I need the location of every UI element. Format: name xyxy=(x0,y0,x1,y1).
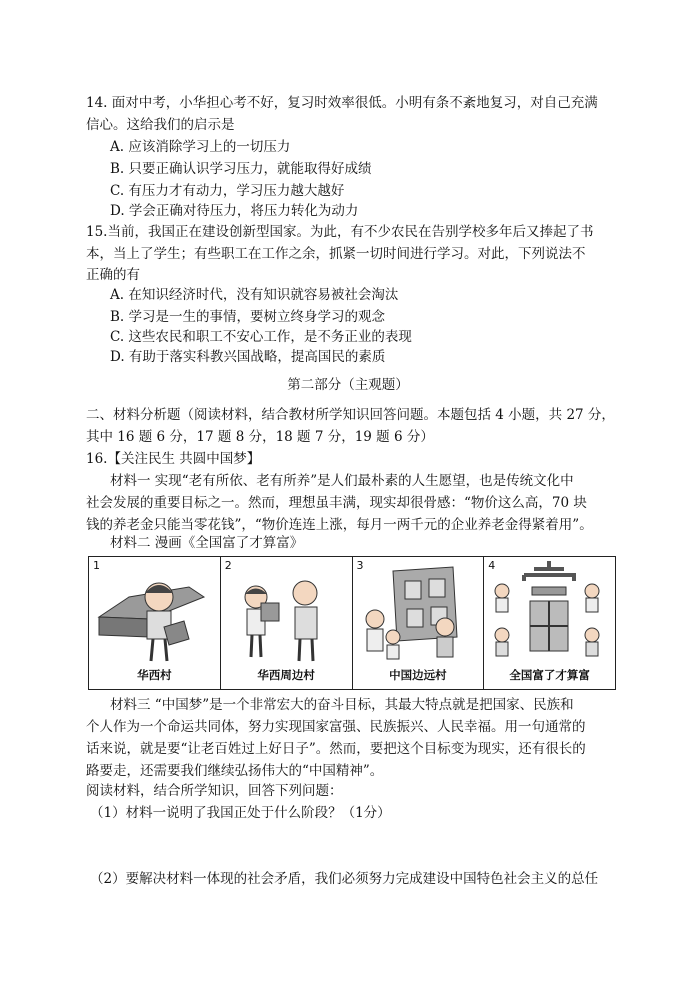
q14-option-a: A. 应该消除学习上的一切压力 xyxy=(110,139,291,155)
q15-option-d: D. 有助于落实科教兴国战略，提高国民的素质 xyxy=(110,349,386,365)
q16-material3-line1: 材料三 “中国梦”是一个非常宏大的奋斗目标，其最大特点就是把国家、民族和 xyxy=(110,697,574,713)
comic-panel-3-number: 3 xyxy=(356,559,364,572)
comic-panel-1-caption: 华西村 xyxy=(137,668,172,682)
q14-stem-line2: 信心。这给我们的启示是 xyxy=(86,117,235,133)
q15-option-b: B. 学习是一生的事情，要树立终身学习的观念 xyxy=(110,309,386,325)
comic-panel-1 xyxy=(89,557,221,689)
q16-material3-line3: 话来说，就是要“让老百姓过上好日子”。然而，要把这个目标变为现实，还有很长的 xyxy=(86,741,586,757)
comic-panel-4 xyxy=(484,557,615,689)
q15-stem-line2: 本，当上了学生；有些职工在工作之余，抓紧一切时间进行学习。对此，下列说法不 xyxy=(86,246,586,262)
comic-panel-1-number: 1 xyxy=(93,559,100,572)
comic-panel-2 xyxy=(221,557,353,689)
q16-subquestion-2: （2）要解决材料一体现的社会矛盾，我们必须努力完成建设中国特色社会主义的总任 xyxy=(90,871,599,887)
q14-stem-line1: 14. 面对中考，小华担心考不好，复习时效率很低。小明有条不紊地复习，对自己充满 xyxy=(86,95,598,111)
comic-strip xyxy=(88,556,616,690)
q15-option-a: A. 在知识经济时代，没有知识就容易被社会淘汰 xyxy=(110,287,399,303)
q16-material3-line4: 路要走，还需要我们继续弘扬伟大的“中国精神”。 xyxy=(86,763,384,779)
q16-material1-line3: 钱的养老金只能当零花钱”，“物价连连上涨，每月一两千元的企业养老金得紧着用”。 xyxy=(86,517,593,533)
q15-stem-line3: 正确的有 xyxy=(86,267,140,283)
q16-material2-title: 材料二 漫画《全国富了才算富》 xyxy=(110,535,304,551)
section2-line2: 其中 16 题 6 分，17 题 8 分，18 题 7 分，19 题 6 分） xyxy=(86,429,434,445)
comic-panel-4-caption: 全国富了才算富 xyxy=(509,668,590,682)
section2-line1: 二、材料分析题（阅读材料，结合教材所学知识回答问题。本题包括 4 小题，共 27 分， xyxy=(86,407,615,423)
q15-option-c: C. 这些农民和职工不安心工作，是不务正业的表现 xyxy=(110,329,412,345)
q15-stem-line1: 15.当前，我国正在建设创新型国家。为此，有不少农民在告别学校多年后又捧起了书 xyxy=(86,224,594,240)
part2-title: 第二部分（主观题） xyxy=(287,377,409,393)
comic-panel-3-caption: 中国边远村 xyxy=(389,668,447,682)
q16-material3-line2: 个人作为一个命运共同体，努力实现国家富强、民族振兴、人民幸福。用一句通常的 xyxy=(86,719,586,735)
comic-panel-4-number: 4 xyxy=(488,559,496,572)
comic-panel-3 xyxy=(353,557,485,689)
q16-material1-line1: 材料一 实现“老有所依、老有所养”是人们最朴素的人生愿望，也是传统文化中 xyxy=(110,473,574,489)
q16-heading: 16.【关注民生 共圆中国梦】 xyxy=(86,451,261,467)
q14-option-b: B. 只要正确认识学习压力，就能取得好成绩 xyxy=(110,161,372,177)
comic-panel-2-caption: 华西周边村 xyxy=(257,668,315,682)
q14-option-c: C. 有压力才有动力，学习压力越大越好 xyxy=(110,183,345,199)
comic-panel-2-number: 2 xyxy=(224,559,232,572)
q16-subquestion-1: （1）材料一说明了我国正处于什么阶段？（1分） xyxy=(90,805,391,821)
q16-material1-line2: 社会发展的重要目标之一。然而，理想虽丰满，现实却很骨感：“物价这么高，70 块 xyxy=(86,495,587,511)
q16-instruction: 阅读材料，结合所学知识，回答下列问题： xyxy=(86,783,343,799)
q14-option-d: D. 学会正确对待压力，将压力转化为动力 xyxy=(110,203,359,219)
